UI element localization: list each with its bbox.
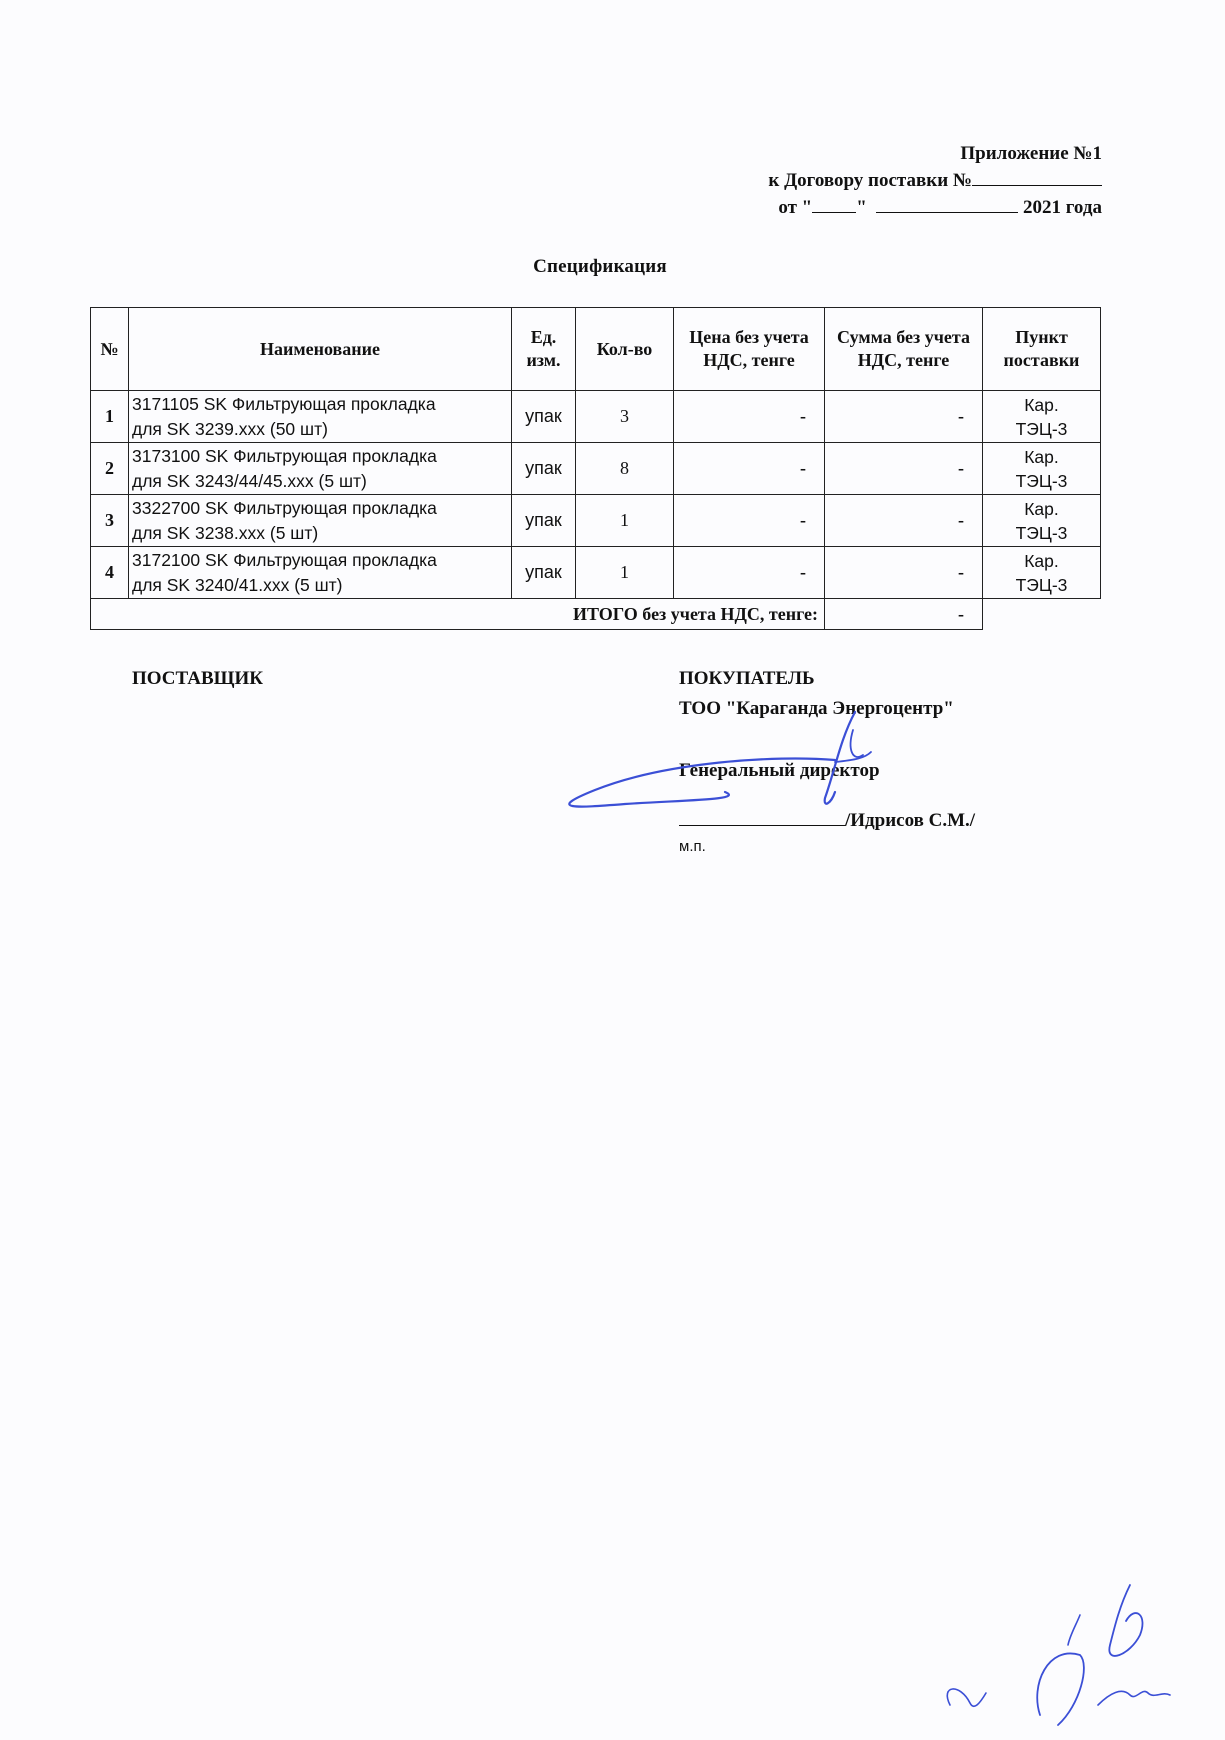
day-blank [812, 194, 856, 213]
appendix-header [768, 140, 1102, 221]
buyer-label: ПОКУПАТЕЛЬ [679, 668, 815, 689]
row-num: 2 [91, 443, 129, 495]
row-price: - [674, 495, 825, 547]
contract-number-blank [972, 167, 1102, 186]
row-sum: - [825, 495, 983, 547]
row-point [983, 443, 1101, 495]
contract-reference [768, 167, 1102, 194]
row-point [983, 495, 1101, 547]
row-unit: упак [512, 495, 576, 547]
row-qty: 1 [576, 495, 674, 547]
row-point [983, 391, 1101, 443]
row-point-line1: Кар. [1024, 498, 1059, 519]
row-name-line2: для SK 3243/44/45.xxx (5 шт) [132, 470, 367, 491]
date-prefix: от " [778, 197, 813, 218]
row-price: - [674, 391, 825, 443]
buyer-role: Генеральный директор [679, 760, 880, 781]
row-sum: - [825, 547, 983, 599]
contract-prefix: к Договору поставки № [768, 170, 972, 191]
row-num: 3 [91, 495, 129, 547]
row-sum: - [825, 391, 983, 443]
header-name: Наименование [129, 308, 512, 391]
row-num: 1 [91, 391, 129, 443]
table-row [91, 391, 1101, 443]
appendix-title: Приложение №1 [960, 143, 1102, 164]
contract-date [768, 194, 1102, 221]
supplier-label: ПОСТАВЩИК [132, 668, 264, 689]
header-sum: Сумма без учета НДС, тенге [825, 308, 983, 391]
row-point-line2: ТЭЦ-3 [1015, 574, 1068, 595]
month-blank [876, 194, 1018, 213]
row-qty: 1 [576, 547, 674, 599]
row-name [129, 495, 512, 547]
row-qty: 8 [576, 443, 674, 495]
total-row [91, 599, 1101, 630]
year-suffix: 2021 года [1023, 197, 1102, 218]
row-price: - [674, 443, 825, 495]
row-num: 4 [91, 547, 129, 599]
row-name-line2: для SK 3238.xxx (5 шт) [132, 522, 319, 543]
stamp-mark: м.п. [679, 838, 706, 855]
row-name [129, 547, 512, 599]
row-qty: 3 [576, 391, 674, 443]
row-name-line1: 3172100 SK Фильтрующая прокладка [132, 549, 437, 570]
document-title: Спецификация [533, 256, 667, 277]
date-quote-close: " [856, 197, 867, 218]
row-name-line1: 3173100 SK Фильтрующая прокладка [132, 445, 437, 466]
row-name-line2: для SK 3240/41.xxx (5 шт) [132, 574, 343, 595]
row-unit: упак [512, 547, 576, 599]
row-name-line2: для SK 3239.xxx (50 шт) [132, 418, 328, 439]
row-point-line2: ТЭЦ-3 [1015, 470, 1068, 491]
row-point-line1: Кар. [1024, 394, 1059, 415]
row-point-line2: ТЭЦ-3 [1015, 418, 1068, 439]
row-point-line2: ТЭЦ-3 [1015, 522, 1068, 543]
row-name [129, 443, 512, 495]
table-header-row [91, 308, 1101, 391]
buyer-signatory: /Идрисов С.М./ [845, 810, 976, 831]
header-price: Цена без учета НДС, тенге [674, 308, 825, 391]
total-empty-cell [983, 599, 1101, 630]
buyer-company: ТОО "Караганда Энергоцентр" [679, 698, 954, 719]
row-name-line1: 3322700 SK Фильтрующая прокладка [132, 497, 437, 518]
row-price: - [674, 547, 825, 599]
table-row [91, 547, 1101, 599]
header-num: № [91, 308, 129, 391]
specification-table [90, 307, 1101, 630]
total-value: - [825, 599, 983, 630]
page-initials-icon [930, 1575, 1210, 1735]
header-qty: Кол-во [576, 308, 674, 391]
table-row [91, 495, 1101, 547]
header-unit: Ед. изм. [512, 308, 576, 391]
table-row [91, 443, 1101, 495]
header-point: Пункт поставки [983, 308, 1101, 391]
total-label: ИТОГО без учета НДС, тенге: [91, 599, 825, 630]
row-name-line1: 3171105 SK Фильтрующая прокладка [132, 393, 436, 414]
row-point [983, 547, 1101, 599]
row-unit: упак [512, 443, 576, 495]
row-unit: упак [512, 391, 576, 443]
row-sum: - [825, 443, 983, 495]
director-signature-icon [535, 700, 975, 820]
row-point-line1: Кар. [1024, 446, 1059, 467]
row-name [129, 391, 512, 443]
row-point-line1: Кар. [1024, 550, 1059, 571]
